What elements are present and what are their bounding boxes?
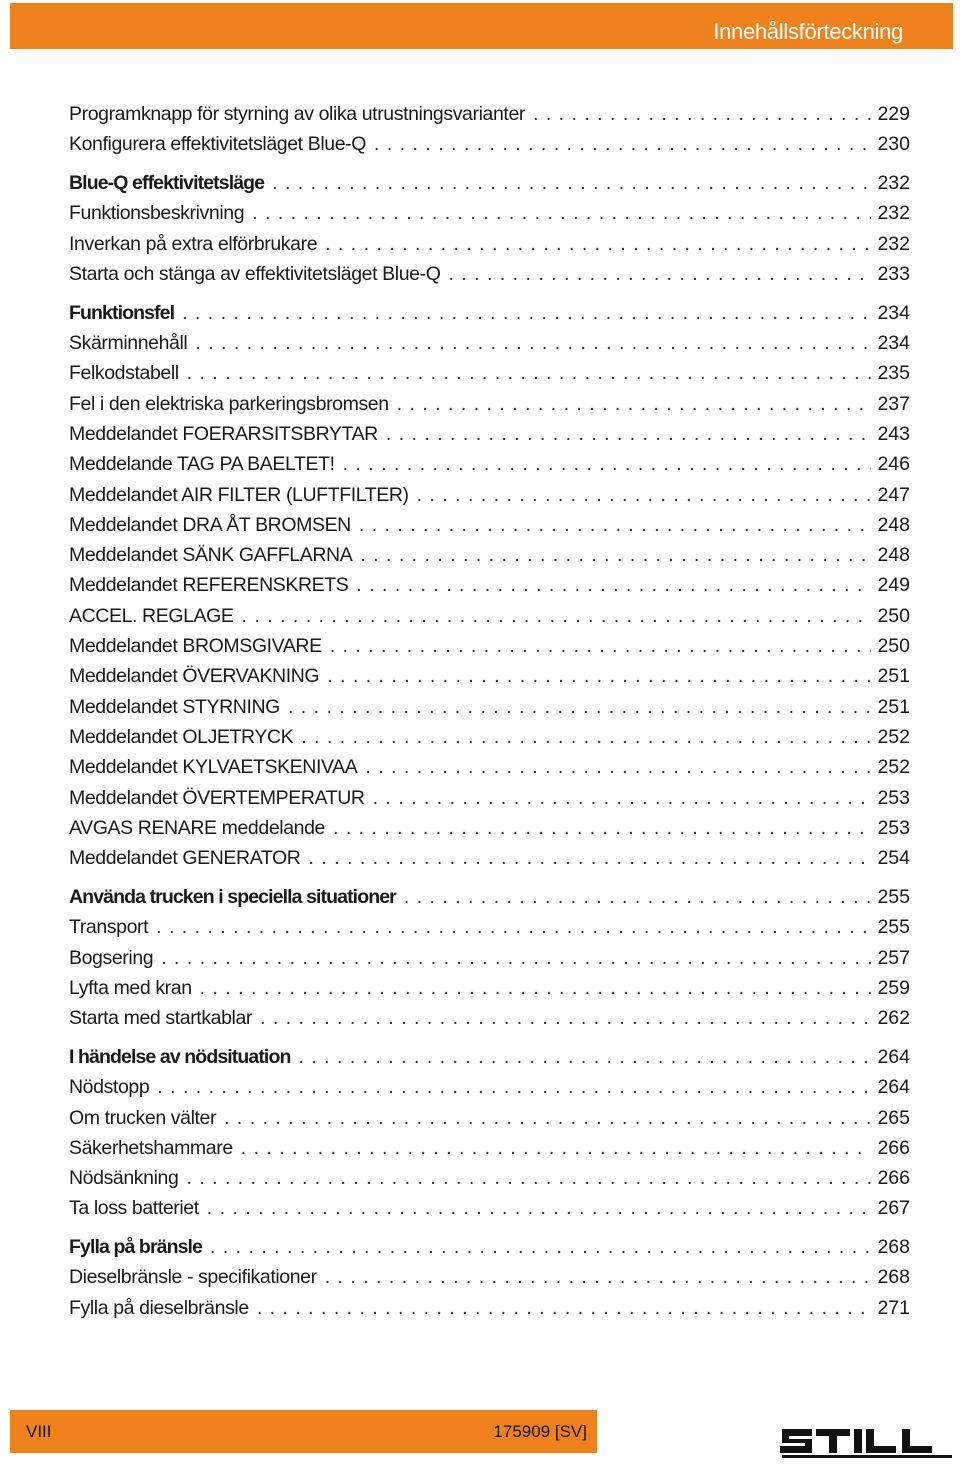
toc-entry-title: Meddelandet AIR FILTER (LUFTFILTER) (69, 483, 409, 506)
toc-chapter-entry[interactable] (69, 1236, 910, 1266)
toc-entry-title: Meddelandet ÖVERVAKNING (69, 665, 320, 688)
toc-entry[interactable] (69, 1266, 910, 1296)
toc-entry-title: Meddelandet DRA ÅT BROMSEN (69, 513, 351, 536)
toc-entry-page: 252 (877, 725, 910, 748)
toc-entry-title: Meddelandet STYRNING (69, 695, 280, 718)
toc-entry-page: 264 (877, 1045, 910, 1068)
toc-dot-leader (365, 756, 871, 779)
toc-entry-title: Dieselbränsle - specifikationer (69, 1266, 317, 1289)
toc-dot-leader (359, 514, 872, 537)
toc-entry-page: 247 (877, 483, 910, 506)
toc-entry[interactable] (69, 726, 910, 756)
toc-entry-page: 250 (877, 635, 910, 658)
toc-entry[interactable] (69, 484, 910, 514)
still-logo (780, 1423, 954, 1459)
toc-dot-leader (404, 886, 872, 909)
toc-entry[interactable] (69, 332, 910, 362)
toc-entry-page: 255 (877, 916, 910, 939)
toc-entry-page: 251 (877, 665, 910, 688)
toc-entry[interactable] (69, 977, 910, 1007)
toc-entry-title: Transport (69, 916, 149, 939)
toc-entry-title: Bogsering (69, 946, 154, 969)
toc-entry[interactable] (69, 1107, 910, 1137)
toc-entry[interactable] (69, 544, 910, 574)
toc-entry-title: Meddelandet SÄNK GAFFLARNA (69, 544, 353, 567)
toc-dot-leader (330, 635, 872, 658)
footer-bar (10, 1410, 597, 1453)
toc-entry[interactable] (69, 1137, 910, 1167)
toc-entry-page: 259 (877, 976, 910, 999)
toc-entry-page: 235 (877, 362, 910, 385)
toc-entry[interactable] (69, 916, 910, 946)
toc-dot-leader (325, 1266, 872, 1289)
toc-entry-page: 262 (877, 1007, 910, 1030)
toc-entry-page: 251 (877, 695, 910, 718)
toc-dot-leader (257, 1297, 872, 1320)
toc-entry[interactable] (69, 574, 910, 604)
toc-dot-leader (195, 332, 871, 355)
toc-entry-title: Meddelandet BROMSGIVARE (69, 635, 322, 658)
toc-entry-title: Fylla på bränsle (69, 1236, 202, 1259)
toc-entry-title: Fylla på dieselbränsle (69, 1296, 249, 1319)
toc-entry-title: Meddelande TAG PA BAELTET! (69, 453, 335, 476)
toc-entry-page: 266 (877, 1167, 910, 1190)
toc-entry-title: Funktionsbeskrivning (69, 202, 245, 225)
toc-entry-page: 267 (877, 1197, 910, 1220)
toc-entry[interactable] (69, 1197, 910, 1227)
toc-entry-title: Inverkan på extra elförbrukare (69, 232, 318, 255)
toc-entry-page: 265 (877, 1106, 910, 1129)
toc-entry[interactable] (69, 1007, 910, 1037)
toc-dot-leader (298, 1046, 871, 1069)
toc-entry-page: 253 (877, 816, 910, 839)
toc-entry-page: 268 (877, 1266, 910, 1289)
toc-entry-title: I händelse av nödsituation (69, 1045, 291, 1068)
toc-entry[interactable] (69, 133, 910, 163)
toc-dot-leader (533, 103, 871, 126)
toc-entry-page: 252 (877, 756, 910, 779)
toc-dot-leader (241, 1137, 872, 1160)
toc-entry-page: 257 (877, 946, 910, 969)
toc-entry-title: Meddelandet ÖVERTEMPERATUR (69, 786, 365, 809)
toc-chapter-entry[interactable] (69, 172, 910, 202)
toc-entry-page: 248 (877, 513, 910, 536)
toc-entry-title: Nödsänkning (69, 1167, 179, 1190)
toc-dot-leader (224, 1107, 871, 1130)
toc-dot-leader (210, 1236, 871, 1259)
toc-entry[interactable] (69, 1076, 910, 1106)
toc-entry-title: Ta loss batteriet (69, 1197, 199, 1220)
toc-entry-title: Meddelandet FOERARSITSBRYTAR (69, 422, 378, 445)
toc-dot-leader (360, 544, 871, 567)
toc-chapter-entry[interactable] (69, 302, 910, 332)
toc-entry[interactable] (69, 817, 910, 847)
toc-entry-page: 234 (877, 301, 910, 324)
toc-entry[interactable] (69, 362, 910, 392)
toc-dot-leader (417, 484, 872, 507)
toc-entry-page: 234 (877, 332, 910, 355)
toc-entry-title: Starta med startkablar (69, 1007, 253, 1030)
toc-entry-title: Funktionsfel (69, 301, 175, 324)
toc-dot-leader (260, 1007, 871, 1030)
page-title: Innehållsförteckning (713, 19, 903, 44)
table-of-contents (69, 103, 910, 1327)
toc-entry-title: Säkerhetshammare (69, 1136, 233, 1159)
toc-dot-leader (288, 696, 872, 719)
toc-entry[interactable] (69, 787, 910, 817)
toc-entry-page: 249 (877, 574, 910, 597)
toc-entry[interactable] (69, 202, 910, 232)
toc-dot-leader (448, 263, 871, 286)
toc-dot-leader (187, 362, 872, 385)
toc-entry-page: 230 (877, 133, 910, 156)
toc-entry-page: 232 (877, 172, 910, 195)
toc-entry[interactable] (69, 847, 910, 877)
toc-dot-leader (272, 172, 871, 195)
toc-entry-title: Meddelandet GENERATOR (69, 847, 301, 870)
toc-dot-leader (373, 787, 872, 810)
toc-entry-title: Felkodstabell (69, 362, 179, 385)
toc-dot-leader (343, 453, 872, 476)
toc-entry-title: Programknapp för styrning av olika utrustningsvarianter (69, 103, 525, 125)
toc-entry-title: Meddelandet REFERENSKRETS (69, 574, 349, 597)
toc-entry-page: 250 (877, 604, 910, 627)
toc-entry-title: ACCEL. REGLAGE (69, 604, 234, 627)
toc-dot-leader (397, 393, 872, 416)
toc-entry-page: 232 (877, 232, 910, 255)
toc-dot-leader (356, 574, 871, 597)
toc-dot-leader (327, 665, 871, 688)
toc-entry-title: Om trucken välter (69, 1106, 217, 1129)
toc-entry-page: 254 (877, 847, 910, 870)
toc-entry-title: Använda trucken i speciella situationer (69, 885, 396, 908)
toc-entry[interactable] (69, 1167, 910, 1197)
toc-entry-title: Skärminnehåll (69, 332, 188, 355)
toc-dot-leader (207, 1197, 872, 1220)
toc-dot-leader (157, 1076, 871, 1099)
toc-entry-title: Lyfta med kran (69, 976, 192, 999)
toc-dot-leader (252, 202, 871, 225)
toc-entry-title: Starta och stänga av effektivitetsläget Blue-Q (69, 262, 441, 285)
toc-dot-leader (161, 947, 871, 970)
toc-entry-title: Konfigurera effektivitetsläget Blue-Q (69, 133, 367, 156)
toc-entry[interactable] (69, 233, 910, 263)
toc-entry-title: AVGAS RENARE meddelande (69, 816, 325, 839)
toc-entry-page: 243 (877, 422, 910, 445)
page-number: VIII (26, 1422, 52, 1441)
toc-dot-leader (309, 847, 872, 870)
toc-entry[interactable] (69, 947, 910, 977)
toc-entry[interactable] (69, 453, 910, 483)
toc-entry[interactable] (69, 103, 910, 133)
toc-entry-page: 268 (877, 1236, 910, 1259)
toc-entry[interactable] (69, 514, 910, 544)
toc-dot-leader (182, 302, 871, 325)
toc-entry-page: 264 (877, 1076, 910, 1099)
toc-entry-page: 232 (877, 202, 910, 225)
toc-dot-leader (386, 423, 872, 446)
toc-dot-leader (156, 916, 871, 939)
toc-entry-page: 271 (877, 1296, 910, 1319)
toc-entry-title: Nödstopp (69, 1076, 150, 1099)
toc-chapter-entry[interactable] (69, 1046, 910, 1076)
toc-dot-leader (301, 726, 871, 749)
toc-entry-title: Meddelandet KYLVAETSKENIVAA (69, 756, 358, 779)
toc-entry-title: Fel i den elektriska parkeringsbromsen (69, 392, 389, 415)
toc-entry[interactable] (69, 756, 910, 786)
toc-entry[interactable] (69, 263, 910, 293)
toc-dot-leader (242, 605, 872, 628)
toc-entry[interactable] (69, 393, 910, 423)
header-bar (10, 3, 953, 49)
toc-entry[interactable] (69, 1297, 910, 1327)
toc-dot-leader (333, 817, 871, 840)
toc-entry[interactable] (69, 665, 910, 695)
toc-dot-leader (325, 233, 871, 256)
toc-entry[interactable] (69, 423, 910, 453)
toc-dot-leader (200, 977, 872, 1000)
toc-entry-page: 229 (877, 103, 910, 125)
toc-entry[interactable] (69, 605, 910, 635)
document-id: 175909 [SV] (493, 1422, 587, 1441)
toc-entry[interactable] (69, 635, 910, 665)
toc-entry[interactable] (69, 696, 910, 726)
toc-entry-page: 248 (877, 544, 910, 567)
toc-dot-leader (374, 133, 871, 156)
toc-entry-page: 246 (877, 453, 910, 476)
toc-entry-title: Meddelandet OLJETRYCK (69, 725, 294, 748)
toc-chapter-entry[interactable] (69, 886, 910, 916)
toc-entry-page: 237 (877, 392, 910, 415)
toc-entry-page: 253 (877, 786, 910, 809)
toc-entry-page: 255 (877, 885, 910, 908)
toc-entry-page: 266 (877, 1136, 910, 1159)
toc-dot-leader (186, 1167, 871, 1190)
toc-entry-page: 233 (877, 262, 910, 285)
toc-entry-title: Blue-Q effektivitetsläge (69, 172, 265, 195)
